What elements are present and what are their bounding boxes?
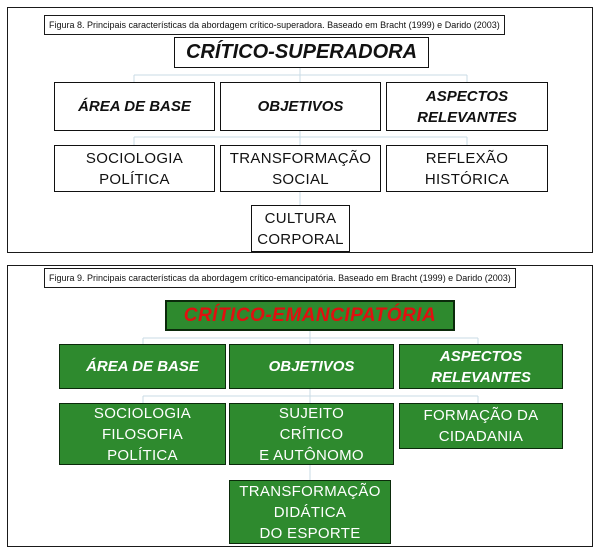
figure-8-item-transformacao-social-text: TRANSFORMAÇÃO SOCIAL (229, 149, 372, 188)
figure-8-title-text: CRÍTICO-SUPERADORA (185, 41, 418, 63)
figure-8-caption: Figura 8. Principais características da abordagem crítico-superadora. Baseado em Bracht (1999) e Darido (2003) (44, 15, 505, 35)
figure-8-header-objetivos-text: OBJETIVOS (257, 98, 344, 115)
figure-9-header-area-de-base-text: ÁREA DE BASE (86, 358, 199, 375)
figure-8-item-cultura-corporal-text: CULTURA CORPORAL (257, 209, 344, 248)
figure-9-item-transformacao-didatica-esporte (229, 480, 391, 544)
figure-9-item-formacao-da-cidadania-text: FORMAÇÃO DA CIDADANIA (423, 407, 539, 445)
figure-9-header-area-de-base (59, 344, 226, 389)
figure-9-header-objetivos (229, 344, 394, 389)
figure-8-item-sociologia-politica-text: SOCIOLOGIA POLÍTICA (85, 149, 184, 188)
figure-8-header-aspectos-relevantes-text: ASPECTOS RELEVANTES (417, 87, 517, 126)
figure-9-header-aspectos-relevantes-text: ASPECTOS RELEVANTES (431, 347, 531, 386)
figure-9-title (165, 300, 455, 331)
figure-9-header-objetivos-text: OBJETIVOS (268, 358, 355, 375)
figure-9-caption: Figura 9. Principais características da abordagem crítico-emancipatória. Baseado em Bracht (1999) e Darido (2003) (44, 268, 516, 288)
figure-9-item-sociologia-filosofia-politica-text: SOCIOLOGIA FILOSOFIA POLÍTICA (93, 404, 192, 464)
figure-9-title-text: CRÍTICO-EMANCIPATÓRIA (183, 305, 437, 326)
figure-9-item-sujeito-critico-autonomo (229, 403, 394, 465)
figure-9-item-sociologia-filosofia-politica (59, 403, 226, 465)
figure-8-header-area-de-base-text: ÁREA DE BASE (78, 98, 191, 115)
figure-9-item-sujeito-critico-autonomo-text: SUJEITO CRÍTICO E AUTÔNOMO (259, 404, 364, 464)
figure-9-header-aspectos-relevantes (399, 344, 563, 389)
figure-9-item-transformacao-didatica-esporte-text: TRANSFORMAÇÃO DIDÁTICA DO ESPORTE (239, 482, 381, 542)
figure-9-item-formacao-da-cidadania (399, 403, 563, 449)
figure-8-item-reflexao-historica-text: REFLEXÃO HISTÓRICA (424, 149, 510, 188)
